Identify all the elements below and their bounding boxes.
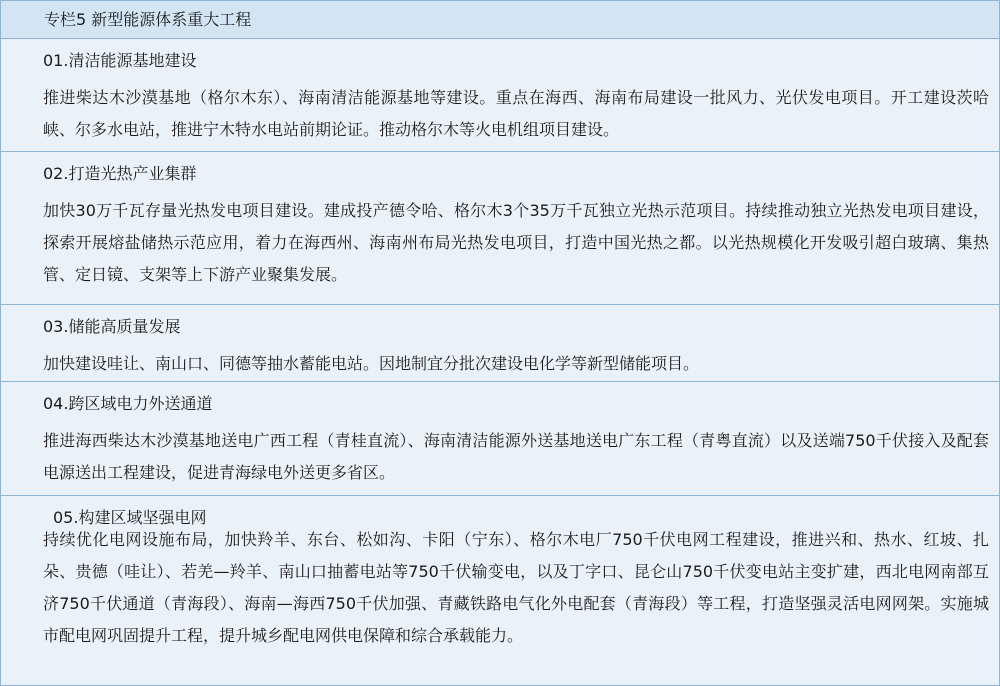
section-cross-region-transmission	[1, 382, 999, 496]
section-solar-thermal-cluster	[1, 152, 999, 305]
section-energy-storage	[1, 305, 999, 382]
section-title: 05.构建区域坚强电网	[53, 508, 207, 527]
section-body: 加快30万千瓦存量光热发电项目建设。建成投产德令哈、格尔木3个35万千瓦独立光热示范项目。持续推动独立光热发电项目建设，探索开展熔盐储热示范应用，着力在海西州、海南州布局光热发电项目，打造中国光热之都。以光热规模化开发吸引超白玻璃、集热管、定日镜、支架等上下游产业聚集发展。	[43, 201, 989, 284]
section-clean-energy-base	[1, 39, 999, 152]
section-regional-grid	[1, 496, 999, 685]
section-body: 持续优化电网设施布局，加快羚羊、东台、松如沟、卡阳（宁东）、格尔木电厂750千伏电网工程建设，推进兴和、热水、红坡、扎朵、贵德（哇让）、若羌—羚羊、南山口抽蓄电站等750千伏输变电，以及丁字口、昆仑山750千伏变电站主变扩建，西北电网南部互济750千伏通道（青海段）、海南—海西750千伏加强、青藏铁路电气化外电配套（青海段）等工程，打造坚强灵活电网网架。实施城市配电网巩固提升工程，提升城乡配电网供电保障和综合承载能力。	[43, 530, 989, 645]
panel-header	[1, 1, 999, 39]
section-body: 加快建设哇让、南山口、同德等抽水蓄能电站。因地制宜分批次建设电化学等新型储能项目。	[43, 354, 700, 373]
section-title: 04.跨区域电力外送通道	[43, 394, 213, 413]
section-body: 推进海西柴达木沙漠基地送电广西工程（青桂直流）、海南清洁能源外送基地送电广东工程（青粤直流）以及送端750千伏接入及配套电源送出工程建设，促进青海绿电外送更多省区。	[43, 431, 989, 482]
section-title: 01.清洁能源基地建设	[43, 51, 197, 70]
panel-title: 专栏5 新型能源体系重大工程	[44, 10, 252, 29]
section-title: 03.储能高质量发展	[43, 317, 181, 336]
section-title: 02.打造光热产业集群	[43, 164, 197, 183]
section-body: 推进柴达木沙漠基地（格尔木东）、海南清洁能源基地等建设。重点在海西、海南布局建设一批风力、光伏发电项目。开工建设茨哈峡、尔多水电站，推进宁木特水电站前期论证。推动格尔木等火电机组项目建设。	[43, 88, 989, 139]
